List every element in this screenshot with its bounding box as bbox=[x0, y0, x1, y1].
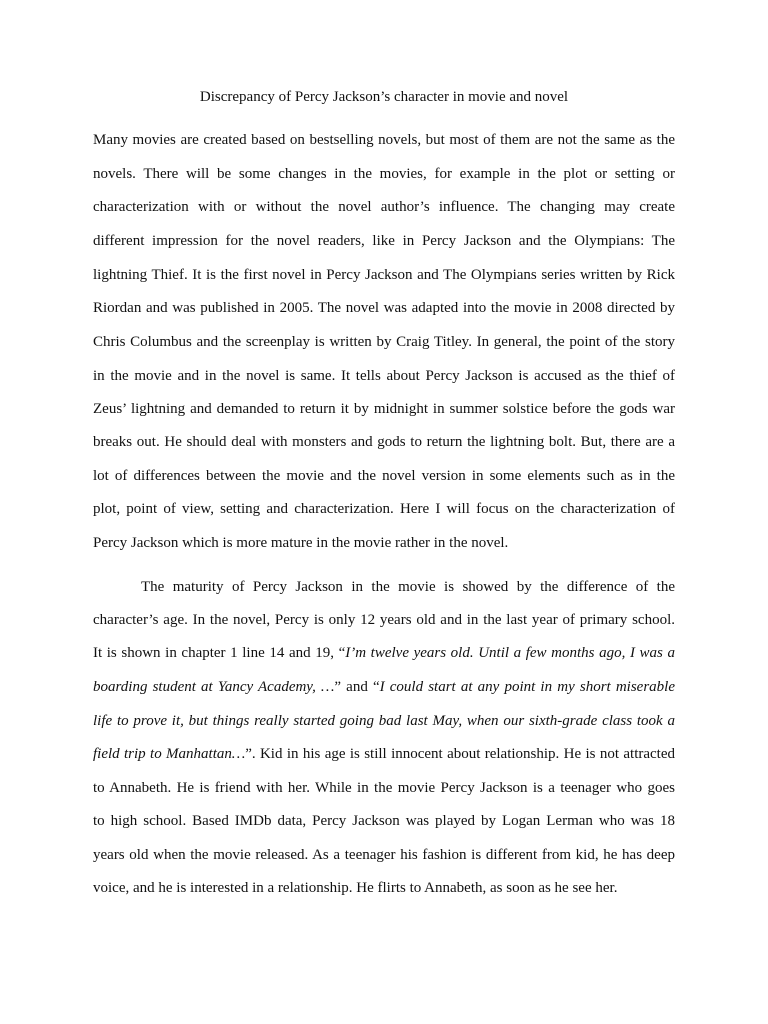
line-text: It is shown in chapter 1 line 14 and 19, “ bbox=[93, 645, 346, 661]
paragraph-2-line: voice, and he is interested in a relationship. He flirts to Annabeth, as soon as he see her. bbox=[93, 880, 618, 896]
paragraph-1-line: characterization with or without the novel author’s influence. The changing may create bbox=[93, 199, 675, 215]
paragraph-1-line: Percy Jackson which is more mature in the movie rather in the novel. bbox=[93, 535, 509, 551]
paragraph-1-line: lightning Thief. It is the first novel in Percy Jackson and The Olympians series written by Rick bbox=[93, 267, 675, 283]
paragraph-1-line: Chris Columbus and the screenplay is written by Craig Titley. In general, the point of the story bbox=[93, 334, 675, 350]
novel-quote: I’m twelve years old. Until a few months ago, I was a bbox=[345, 645, 675, 661]
paragraph-2-line bbox=[93, 711, 675, 731]
line-text: ” and “ bbox=[334, 679, 380, 695]
paragraph-1-line: lot of differences between the movie and the novel version in some elements such as in the bbox=[93, 468, 675, 484]
paragraph-2-line bbox=[93, 744, 675, 764]
paragraph-1-line: Zeus’ lightning and demanded to return it by midnight in summer solstice before the gods war bbox=[93, 401, 675, 417]
paragraph-1-line: Riordan and was published in 2005. The novel was adapted into the movie in 2008 directed by bbox=[93, 300, 675, 316]
novel-quote: I could start at any point in my short miserable bbox=[379, 679, 675, 695]
paragraph-1-line: different impression for the novel readers, like in Percy Jackson and the Olympians: The bbox=[93, 233, 675, 249]
paragraph-2-line: character’s age. In the novel, Percy is only 12 years old and in the last year of primary school. bbox=[93, 612, 675, 628]
paragraph-1-line: breaks out. He should deal with monsters and gods to return the lightning bolt. But, there are a bbox=[93, 434, 675, 450]
novel-quote: life to prove it, but things really started going bad last May, when our sixth-grade class took a bbox=[93, 713, 675, 729]
paragraph-2-line: to Annabeth. He is friend with her. While in the movie Percy Jackson is a teenager who goes bbox=[93, 780, 675, 796]
paragraph-1-line: plot, point of view, setting and characterization. Here I will focus on the characterization of bbox=[93, 501, 675, 517]
paragraph-1-line: novels. There will be some changes in the movies, for example in the plot or setting or bbox=[93, 166, 675, 182]
line-text: ”. Kid in his age is still innocent about relationship. He is not attracted bbox=[245, 746, 675, 762]
document-title: Discrepancy of Percy Jackson’s character in movie and novel bbox=[199, 89, 569, 105]
paragraph-1-line: in the movie and in the novel is same. It tells about Percy Jackson is accused as the thief of bbox=[93, 368, 675, 384]
novel-quote: field trip to Manhattan… bbox=[93, 746, 246, 762]
paragraph-2-line: to high school. Based IMDb data, Percy Jackson was played by Logan Lerman who was 18 bbox=[93, 813, 675, 829]
paragraph-2-line bbox=[93, 643, 675, 663]
paragraph-2-line bbox=[93, 677, 675, 697]
paragraph-2-line: The maturity of Percy Jackson in the movie is showed by the difference of the bbox=[141, 579, 675, 595]
novel-quote: boarding student at Yancy Academy, … bbox=[93, 679, 335, 695]
paragraph-1-line: Many movies are created based on bestselling novels, but most of them are not the same as the bbox=[93, 132, 675, 148]
paragraph-2-line: years old when the movie released. As a teenager his fashion is different from kid, he has deep bbox=[93, 847, 675, 863]
